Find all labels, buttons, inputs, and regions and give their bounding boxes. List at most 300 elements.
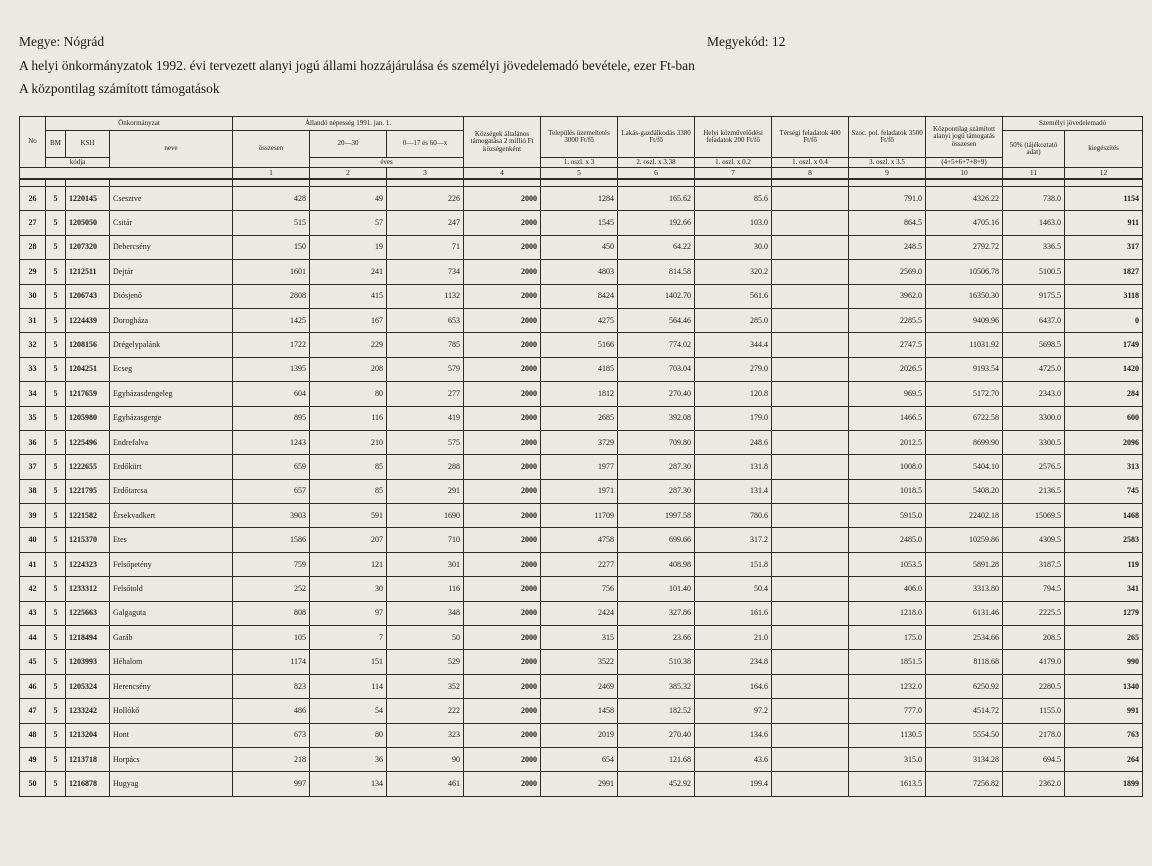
population-0-17-60: 1132 (387, 284, 464, 308)
document-subtitle: A központilag számított támogatások (19, 81, 220, 96)
population-0-17-60: 352 (387, 674, 464, 698)
szoc-value: 2485.0 (849, 528, 926, 552)
szoc-value: 777.0 (849, 699, 926, 723)
szja-50-value: 2136.5 (1003, 479, 1065, 503)
tersegi-value (772, 357, 849, 381)
helyi-value: 131.4 (695, 479, 772, 503)
kozpontilag-value: 6131.46 (926, 601, 1003, 625)
municipality-name: Héhalom (110, 650, 233, 674)
kozpontilag-value: 5172.70 (926, 382, 1003, 406)
kozsegek-value: 2000 (464, 382, 541, 406)
header-kozpontilag: Központilag számított alanyi jogú támogatás összesen (926, 117, 1003, 158)
kozpontilag-value: 6722.58 (926, 406, 1003, 430)
bm-code: 5 (46, 552, 66, 576)
lakas-value: 1402.70 (618, 284, 695, 308)
kozsegek-value: 2000 (464, 723, 541, 747)
telepules-value: 654 (541, 747, 618, 771)
row-number: 38 (20, 479, 46, 503)
population-total: 808 (233, 601, 310, 625)
population-0-17-60: 90 (387, 747, 464, 771)
helyi-value: 103.0 (695, 211, 772, 235)
szja-kieg-value: 991 (1065, 699, 1143, 723)
szja-50-value: 738.0 (1003, 187, 1065, 211)
lakas-value: 408.98 (618, 552, 695, 576)
kozpontilag-value: 8118.68 (926, 650, 1003, 674)
population-20-30: 210 (310, 430, 387, 454)
szja-kieg-value: 317 (1065, 235, 1143, 259)
szja-50-value: 3300.0 (1003, 406, 1065, 430)
header-colnum: 9 (849, 168, 926, 180)
lakas-value: 510.38 (618, 650, 695, 674)
kozsegek-value: 2000 (464, 772, 541, 796)
ksh-code: 1207320 (66, 235, 110, 259)
row-number: 42 (20, 577, 46, 601)
tersegi-value (772, 235, 849, 259)
kozsegek-value: 2000 (464, 528, 541, 552)
population-total: 1722 (233, 333, 310, 357)
telepules-value: 1284 (541, 187, 618, 211)
population-total: 2808 (233, 284, 310, 308)
row-number: 48 (20, 723, 46, 747)
municipality-name: Ecseg (110, 357, 233, 381)
header-bm: BM (46, 131, 66, 158)
table-row (20, 211, 1143, 235)
szoc-value: 1613.5 (849, 772, 926, 796)
kozpontilag-value: 9193.54 (926, 357, 1003, 381)
lakas-value: 182.52 (618, 699, 695, 723)
population-total: 105 (233, 626, 310, 650)
kozpontilag-value: 5891.28 (926, 552, 1003, 576)
row-number: 40 (20, 528, 46, 552)
tersegi-value (772, 504, 849, 528)
helyi-value: 179.0 (695, 406, 772, 430)
ksh-code: 1220145 (66, 187, 110, 211)
szja-50-value: 5100.5 (1003, 260, 1065, 284)
row-number: 32 (20, 333, 46, 357)
tersegi-value (772, 528, 849, 552)
telepules-value: 8424 (541, 284, 618, 308)
ksh-code: 1205324 (66, 674, 110, 698)
ksh-code: 1213718 (66, 747, 110, 771)
kozsegek-value: 2000 (464, 357, 541, 381)
kozsegek-value: 2000 (464, 674, 541, 698)
helyi-value: 561.6 (695, 284, 772, 308)
population-total: 1425 (233, 308, 310, 332)
szoc-value: 1218.0 (849, 601, 926, 625)
bm-code: 5 (46, 772, 66, 796)
population-20-30: 151 (310, 650, 387, 674)
bm-code: 5 (46, 601, 66, 625)
kozpontilag-value: 3313.80 (926, 577, 1003, 601)
row-number: 47 (20, 699, 46, 723)
header-no: No (20, 117, 46, 168)
municipality-name: Garáb (110, 626, 233, 650)
population-total: 759 (233, 552, 310, 576)
telepules-value: 450 (541, 235, 618, 259)
population-0-17-60: 50 (387, 626, 464, 650)
kozsegek-value: 2000 (464, 406, 541, 430)
population-20-30: 54 (310, 699, 387, 723)
kozsegek-value: 2000 (464, 260, 541, 284)
table-row (20, 577, 1143, 601)
table-row (20, 552, 1143, 576)
population-total: 1586 (233, 528, 310, 552)
telepules-value: 4803 (541, 260, 618, 284)
municipality-name: Horpács (110, 747, 233, 771)
population-20-30: 167 (310, 308, 387, 332)
helyi-value: 320.2 (695, 260, 772, 284)
telepules-value: 2685 (541, 406, 618, 430)
szja-50-value: 794.5 (1003, 577, 1065, 601)
population-0-17-60: 575 (387, 430, 464, 454)
table-row (20, 430, 1143, 454)
row-number: 44 (20, 626, 46, 650)
kozsegek-value: 2000 (464, 699, 541, 723)
table-row (20, 284, 1143, 308)
header-kodja: kódja (46, 158, 110, 168)
kozsegek-value: 2000 (464, 455, 541, 479)
tersegi-value (772, 650, 849, 674)
szoc-value: 2026.5 (849, 357, 926, 381)
helyi-value: 344.4 (695, 333, 772, 357)
kozpontilag-value: 4514.72 (926, 699, 1003, 723)
table-row (20, 747, 1143, 771)
szja-50-value: 2225.5 (1003, 601, 1065, 625)
population-0-17-60: 247 (387, 211, 464, 235)
szja-kieg-value: 3118 (1065, 284, 1143, 308)
header-ksh: KSH (66, 131, 110, 158)
municipality-name: Endrefalva (110, 430, 233, 454)
population-20-30: 30 (310, 577, 387, 601)
kozpontilag-value: 5408.20 (926, 479, 1003, 503)
municipality-name: Felsőtold (110, 577, 233, 601)
lakas-value: 270.40 (618, 723, 695, 747)
kozsegek-value: 2000 (464, 308, 541, 332)
szoc-value: 969.5 (849, 382, 926, 406)
table-row (20, 187, 1143, 211)
kozpontilag-value: 9409.96 (926, 308, 1003, 332)
lakas-value: 287.30 (618, 455, 695, 479)
ksh-code: 1225663 (66, 601, 110, 625)
szja-kieg-value: 0 (1065, 308, 1143, 332)
kozpontilag-value: 2792.72 (926, 235, 1003, 259)
population-20-30: 49 (310, 187, 387, 211)
header-kozpontilag-formula: (4+5+6+7+8+9) (926, 158, 1003, 168)
szja-50-value: 3300.5 (1003, 430, 1065, 454)
ksh-code: 1208156 (66, 333, 110, 357)
kozpontilag-value: 11031.92 (926, 333, 1003, 357)
bm-code: 5 (46, 699, 66, 723)
row-number: 26 (20, 187, 46, 211)
telepules-value: 3729 (541, 430, 618, 454)
bm-code: 5 (46, 626, 66, 650)
tersegi-value (772, 723, 849, 747)
population-total: 895 (233, 406, 310, 430)
lakas-value: 101.40 (618, 577, 695, 601)
population-20-30: 116 (310, 406, 387, 430)
szoc-value: 1130.5 (849, 723, 926, 747)
telepules-value: 11709 (541, 504, 618, 528)
municipality-name: Erdőtarcsa (110, 479, 233, 503)
municipality-name: Csitár (110, 211, 233, 235)
population-0-17-60: 71 (387, 235, 464, 259)
population-0-17-60: 116 (387, 577, 464, 601)
kozpontilag-value: 22402.18 (926, 504, 1003, 528)
szoc-value: 2569.0 (849, 260, 926, 284)
population-total: 218 (233, 747, 310, 771)
bm-code: 5 (46, 406, 66, 430)
szja-kieg-value: 2096 (1065, 430, 1143, 454)
population-0-17-60: 222 (387, 699, 464, 723)
header-colnum: 10 (926, 168, 1003, 180)
kozsegek-value: 2000 (464, 430, 541, 454)
population-20-30: 241 (310, 260, 387, 284)
szja-50-value: 2178.0 (1003, 723, 1065, 747)
municipality-name: Hont (110, 723, 233, 747)
header-age-0-17: 0—17 és 60—x (387, 131, 464, 158)
population-0-17-60: 785 (387, 333, 464, 357)
population-20-30: 85 (310, 479, 387, 503)
tersegi-value (772, 601, 849, 625)
table-row (20, 406, 1143, 430)
table-row (20, 260, 1143, 284)
population-0-17-60: 288 (387, 455, 464, 479)
population-20-30: 207 (310, 528, 387, 552)
lakas-value: 564.46 (618, 308, 695, 332)
szja-kieg-value: 1154 (1065, 187, 1143, 211)
ksh-code: 1205980 (66, 406, 110, 430)
helyi-value: 151.8 (695, 552, 772, 576)
header-szja-kieg: kiegészítés (1065, 131, 1143, 168)
row-number: 28 (20, 235, 46, 259)
table-body (20, 187, 1143, 797)
municipality-name: Diósjenő (110, 284, 233, 308)
municipality-name: Hugyag (110, 772, 233, 796)
table-row (20, 357, 1143, 381)
szja-kieg-value: 990 (1065, 650, 1143, 674)
szoc-value: 1018.5 (849, 479, 926, 503)
population-total: 659 (233, 455, 310, 479)
ksh-code: 1225496 (66, 430, 110, 454)
population-total: 823 (233, 674, 310, 698)
ksh-code: 1205050 (66, 211, 110, 235)
szja-50-value: 2576.5 (1003, 455, 1065, 479)
szoc-value: 406.0 (849, 577, 926, 601)
header-osszesen: összesen (233, 131, 310, 168)
table-row (20, 674, 1143, 698)
table-row (20, 235, 1143, 259)
lakas-value: 699.66 (618, 528, 695, 552)
population-0-17-60: 653 (387, 308, 464, 332)
header-colnum: 6 (618, 168, 695, 180)
kozsegek-value: 2000 (464, 187, 541, 211)
header-colnum: 5 (541, 168, 618, 180)
header-tersegi-formula: 1. oszl. x 0.4 (772, 158, 849, 168)
population-20-30: 80 (310, 723, 387, 747)
municipality-name: Drégelypalánk (110, 333, 233, 357)
szja-50-value: 2362.0 (1003, 772, 1065, 796)
row-number: 35 (20, 406, 46, 430)
telepules-value: 2469 (541, 674, 618, 698)
szja-kieg-value: 1468 (1065, 504, 1143, 528)
table-row (20, 455, 1143, 479)
bm-code: 5 (46, 577, 66, 601)
population-total: 3903 (233, 504, 310, 528)
szja-50-value: 1155.0 (1003, 699, 1065, 723)
header-lakas: Lakás-gazdálkodás 3380 Ft/fő (618, 117, 695, 158)
population-20-30: 80 (310, 382, 387, 406)
szoc-value: 1466.5 (849, 406, 926, 430)
bm-code: 5 (46, 650, 66, 674)
municipality-name: Hollókő (110, 699, 233, 723)
kozsegek-value: 2000 (464, 577, 541, 601)
municipality-name: Egyházasgerge (110, 406, 233, 430)
municipality-name: Dejtár (110, 260, 233, 284)
lakas-value: 327.86 (618, 601, 695, 625)
szoc-value: 1851.5 (849, 650, 926, 674)
tersegi-value (772, 382, 849, 406)
row-number: 33 (20, 357, 46, 381)
population-0-17-60: 461 (387, 772, 464, 796)
helyi-value: 21.0 (695, 626, 772, 650)
kozpontilag-value: 3134.28 (926, 747, 1003, 771)
helyi-value: 85.6 (695, 187, 772, 211)
szja-kieg-value: 284 (1065, 382, 1143, 406)
table-row (20, 723, 1143, 747)
population-0-17-60: 291 (387, 479, 464, 503)
szja-kieg-value: 313 (1065, 455, 1143, 479)
population-total: 997 (233, 772, 310, 796)
row-number: 50 (20, 772, 46, 796)
population-0-17-60: 710 (387, 528, 464, 552)
tersegi-value (772, 577, 849, 601)
population-0-17-60: 323 (387, 723, 464, 747)
telepules-value: 315 (541, 626, 618, 650)
helyi-value: 50.4 (695, 577, 772, 601)
table-row (20, 601, 1143, 625)
kozsegek-value: 2000 (464, 504, 541, 528)
bm-code: 5 (46, 674, 66, 698)
szja-50-value: 15069.5 (1003, 504, 1065, 528)
telepules-value: 2991 (541, 772, 618, 796)
kozpontilag-value: 7256.82 (926, 772, 1003, 796)
population-0-17-60: 277 (387, 382, 464, 406)
kozsegek-value: 2000 (464, 333, 541, 357)
ksh-code: 1206743 (66, 284, 110, 308)
telepules-value: 756 (541, 577, 618, 601)
kozpontilag-value: 4705.16 (926, 211, 1003, 235)
population-20-30: 97 (310, 601, 387, 625)
row-number: 31 (20, 308, 46, 332)
bm-code: 5 (46, 723, 66, 747)
szja-kieg-value: 745 (1065, 479, 1143, 503)
population-0-17-60: 734 (387, 260, 464, 284)
bm-code: 5 (46, 479, 66, 503)
helyi-value: 161.6 (695, 601, 772, 625)
municipality-name: Galgaguta (110, 601, 233, 625)
telepules-value: 5166 (541, 333, 618, 357)
tersegi-value (772, 479, 849, 503)
szja-50-value: 208.5 (1003, 626, 1065, 650)
bm-code: 5 (46, 528, 66, 552)
table-row (20, 528, 1143, 552)
row-number: 41 (20, 552, 46, 576)
county-label: Megye: Nógrád (19, 34, 105, 49)
bm-code: 5 (46, 747, 66, 771)
szja-50-value: 3187.5 (1003, 552, 1065, 576)
szoc-value: 315.0 (849, 747, 926, 771)
szoc-value: 2285.5 (849, 308, 926, 332)
header-colnum: 2 (310, 168, 387, 180)
lakas-value: 192.66 (618, 211, 695, 235)
row-number: 45 (20, 650, 46, 674)
lakas-value: 270.40 (618, 382, 695, 406)
szja-50-value: 5698.5 (1003, 333, 1065, 357)
tersegi-value (772, 211, 849, 235)
ksh-code: 1233242 (66, 699, 110, 723)
szja-50-value: 1463.0 (1003, 211, 1065, 235)
kozsegek-value: 2000 (464, 479, 541, 503)
bm-code: 5 (46, 357, 66, 381)
kozpontilag-value: 5404.10 (926, 455, 1003, 479)
ksh-code: 1217659 (66, 382, 110, 406)
population-0-17-60: 301 (387, 552, 464, 576)
telepules-value: 2424 (541, 601, 618, 625)
document-title: A helyi önkormányzatok 1992. évi tervezett alanyi jogú állami hozzájárulása és személyi jövedelemadó bevétele, ezer Ft-ban (19, 58, 695, 73)
kozpontilag-value: 10506.78 (926, 260, 1003, 284)
bm-code: 5 (46, 430, 66, 454)
szja-kieg-value: 1340 (1065, 674, 1143, 698)
tersegi-value (772, 430, 849, 454)
lakas-value: 165.62 (618, 187, 695, 211)
row-number: 43 (20, 601, 46, 625)
header-lakas-formula: 2. oszl. x 3.38 (618, 158, 695, 168)
population-20-30: 229 (310, 333, 387, 357)
lakas-value: 709.80 (618, 430, 695, 454)
header-tersegi: Térségi feladatok 400 Ft/fő (772, 117, 849, 158)
municipality-name: Dorogháza (110, 308, 233, 332)
lakas-value: 23.66 (618, 626, 695, 650)
lakas-value: 392.08 (618, 406, 695, 430)
population-0-17-60: 419 (387, 406, 464, 430)
population-total: 1243 (233, 430, 310, 454)
population-total: 604 (233, 382, 310, 406)
szja-50-value: 4725.0 (1003, 357, 1065, 381)
lakas-value: 774.02 (618, 333, 695, 357)
tersegi-value (772, 187, 849, 211)
szja-kieg-value: 600 (1065, 406, 1143, 430)
header-szoc: Szoc. pol. feladatok 3500 Ft/fő (849, 117, 926, 158)
kozsegek-value: 2000 (464, 235, 541, 259)
ksh-code: 1213204 (66, 723, 110, 747)
data-table (19, 116, 1143, 797)
header-kozsegek: Községek általános támogatása 2 millió Ft községenként (464, 117, 541, 168)
szja-50-value: 336.5 (1003, 235, 1065, 259)
header-szoc-formula: 3. oszl. x 3.5 (849, 158, 926, 168)
population-total: 428 (233, 187, 310, 211)
header-allando-nepesseg: Állandó népesség 1991. jan. 1. (233, 117, 464, 131)
municipality-name: Egyházasdengeleg (110, 382, 233, 406)
tersegi-value (772, 284, 849, 308)
szoc-value: 2012.5 (849, 430, 926, 454)
kozsegek-value: 2000 (464, 601, 541, 625)
municipality-name: Csesztve (110, 187, 233, 211)
lakas-value: 452.92 (618, 772, 695, 796)
row-number: 49 (20, 747, 46, 771)
telepules-value: 1545 (541, 211, 618, 235)
population-total: 515 (233, 211, 310, 235)
population-20-30: 114 (310, 674, 387, 698)
